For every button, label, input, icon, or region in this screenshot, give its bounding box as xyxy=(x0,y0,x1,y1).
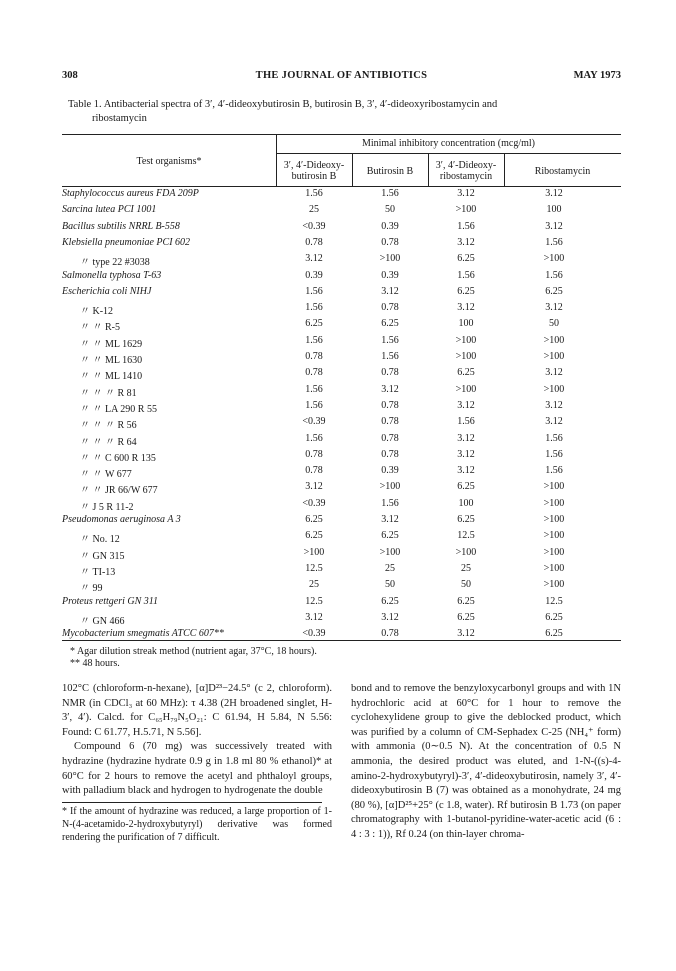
mic-value-cell: >100 xyxy=(543,546,565,558)
mic-value-cell: 1.56 xyxy=(545,465,563,477)
mic-value-cell: 3.12 xyxy=(545,416,563,428)
mic-value-cell: 50 xyxy=(385,579,395,591)
table-top-rule xyxy=(62,134,621,135)
mic-value-cell: 1.56 xyxy=(381,497,399,509)
table-caption-line: Table 1. Antibacterial spectra of 3′, 4′-dideoxybutirosin B, butirosin B, 3′, 4′-dideoxyribostamycin and xyxy=(68,99,498,110)
mic-value-cell: 6.25 xyxy=(545,285,563,297)
mic-value-cell: 0.78 xyxy=(305,367,323,379)
mic-value-cell: 1.56 xyxy=(545,236,563,248)
mic-value-cell: 12.5 xyxy=(305,562,323,574)
mic-value-cell: 0.78 xyxy=(305,351,323,362)
mic-value-cell: 6.25 xyxy=(305,318,323,330)
body-paragraph: 102°C (chloroform-n-hexane), [α]D²³−24.5° (c 2, chloroform). NMR (in CDCl₃ at 60 MHz): τ 4.38 (2H broadened singlet, H-3′, 4′). Calcd. for C₆₅H₇₉N₅O₂₁: C 61.94, H 5.84, N 5.56: Found: C 61.77, H.5.71, N 5.56]. xyxy=(62,683,332,738)
organism-cell: 〃 type 22 #3038 xyxy=(80,257,150,269)
mic-value-cell: 25 xyxy=(385,562,395,574)
mic-value-cell: 0.78 xyxy=(305,236,323,248)
mic-value-cell: 0.78 xyxy=(305,448,323,460)
mic-value-cell: 6.25 xyxy=(381,530,399,542)
mic-value-cell: 3.12 xyxy=(457,399,475,411)
mic-value-cell: >100 xyxy=(379,253,401,265)
organism-cell: 〃 〃 LA 290 R 55 xyxy=(80,403,157,415)
column-header-butirosin-b: Butirosin B xyxy=(366,166,414,177)
table-row xyxy=(62,498,621,512)
mic-value-cell: 50 xyxy=(549,318,559,330)
mic-value-cell: 3.12 xyxy=(545,188,563,199)
mic-value-cell: 25 xyxy=(309,579,319,591)
table-row xyxy=(62,318,621,332)
mic-value-cell: 6.25 xyxy=(305,514,323,525)
mic-value-cell: 6.25 xyxy=(457,611,475,623)
mic-value-cell: 3.12 xyxy=(545,367,563,379)
mic-value-cell: 1.56 xyxy=(545,269,563,281)
mic-value-cell: <0.39 xyxy=(302,497,326,509)
table-row xyxy=(62,481,621,495)
table-row xyxy=(62,416,621,430)
organism-cell: 〃 No. 12 xyxy=(80,534,120,546)
table-row xyxy=(62,596,621,610)
table-row xyxy=(62,351,621,365)
organism-cell: 〃 〃 W 677 xyxy=(80,469,132,481)
body-left-column xyxy=(62,682,332,844)
mic-value-cell: 3.12 xyxy=(381,285,399,297)
mic-value-cell: 0.78 xyxy=(381,628,399,640)
mic-value-cell: 1.56 xyxy=(381,351,399,362)
mic-value-cell: 100 xyxy=(546,204,562,216)
mic-value-cell: >100 xyxy=(543,514,565,525)
body-right-column xyxy=(351,682,621,843)
mic-value-cell: 1.56 xyxy=(381,334,399,346)
organism-cell: 〃 K-12 xyxy=(80,306,114,318)
organism-cell: 〃 〃 ML 1410 xyxy=(80,371,143,383)
mic-value-cell: 6.25 xyxy=(457,514,475,525)
organism-cell: Salmonella typhosa T-63 xyxy=(62,269,162,281)
mic-value-cell: 3.12 xyxy=(457,628,475,640)
organism-cell: Pseudomonas aeruginosa A 3 xyxy=(62,514,181,525)
mic-value-cell: >100 xyxy=(455,351,477,362)
organism-cell: 〃 〃 〃 R 56 xyxy=(80,420,137,432)
mic-value-cell: 1.56 xyxy=(457,220,475,232)
mic-value-cell: <0.39 xyxy=(302,628,326,640)
mic-value-cell: 6.25 xyxy=(457,253,475,265)
page-number: 308 xyxy=(62,70,78,81)
organism-cell: 〃 〃 C 600 R 135 xyxy=(80,452,156,464)
mic-value-cell: >100 xyxy=(303,546,325,558)
table-row xyxy=(62,204,621,218)
mic-value-cell: 0.39 xyxy=(305,269,323,281)
mic-value-cell: 1.56 xyxy=(305,399,323,411)
table-row xyxy=(62,270,621,284)
mic-value-cell: 3.12 xyxy=(305,611,323,623)
mic-value-cell: 6.25 xyxy=(457,595,475,607)
mic-value-cell: 6.25 xyxy=(457,481,475,493)
organism-cell: 〃 〃 JR 66/W 677 xyxy=(80,485,158,497)
mic-value-cell: 3.12 xyxy=(305,481,323,493)
mic-value-cell: 6.25 xyxy=(457,285,475,297)
organism-header: Test organisms* xyxy=(136,156,202,167)
journal-title: THE JOURNAL OF ANTIBIOTICS xyxy=(255,70,428,81)
column-header-ribostamycin: Ribostamycin xyxy=(534,166,591,177)
mic-value-cell: 25 xyxy=(461,562,471,574)
mic-value-cell: 1.56 xyxy=(545,432,563,444)
mic-value-cell: 12.5 xyxy=(305,595,323,607)
mic-value-cell: >100 xyxy=(543,497,565,509)
mic-header-rule xyxy=(276,153,621,154)
footnote-rule xyxy=(62,802,322,803)
mic-value-cell: >100 xyxy=(379,546,401,558)
table-row xyxy=(62,400,621,414)
mic-value-cell: 6.25 xyxy=(381,318,399,330)
mic-value-cell: 6.25 xyxy=(545,611,563,623)
table-bottom-rule xyxy=(62,640,621,641)
table-row xyxy=(62,579,621,593)
mic-value-cell: 3.12 xyxy=(545,302,563,314)
mic-value-cell: 25 xyxy=(309,204,319,216)
organism-cell: Klebsiella pneumoniae PCI 602 xyxy=(62,236,191,248)
mic-value-cell: >100 xyxy=(455,204,477,216)
organism-cell: 〃 TI-13 xyxy=(80,566,116,578)
mic-value-cell: 50 xyxy=(461,579,471,591)
table-caption xyxy=(68,98,618,126)
mic-value-cell: <0.39 xyxy=(302,220,326,232)
mic-value-cell: 1.56 xyxy=(381,188,399,199)
table-row xyxy=(62,433,621,447)
mic-value-cell: 0.39 xyxy=(381,465,399,477)
mic-value-cell: >100 xyxy=(543,481,565,493)
mic-value-cell: 3.12 xyxy=(457,188,475,199)
mic-value-cell: 0.78 xyxy=(305,465,323,477)
table-footnotes xyxy=(62,646,317,670)
running-header xyxy=(62,70,621,84)
table-row xyxy=(62,237,621,251)
mic-value-cell: 50 xyxy=(385,204,395,216)
organism-cell: 〃 〃 R-5 xyxy=(80,322,120,334)
table-row xyxy=(62,449,621,463)
table-footnote: ** 48 hours. xyxy=(70,658,120,669)
page-footnote: * If the amount of hydrazine was reduced, a large proportion of 1-N-(4-acetamido-2-hydroxybutyryl) derivative was formed rendering the purification of 7 difficult. xyxy=(62,805,332,843)
table-caption-line: ribostamycin xyxy=(92,113,147,124)
mic-value-cell: 3.12 xyxy=(381,611,399,623)
mic-value-cell: 1.56 xyxy=(457,416,475,428)
mic-value-cell: >100 xyxy=(543,334,565,346)
table-row xyxy=(62,547,621,561)
organism-cell: Bacillus subtilis NRRL B-558 xyxy=(62,220,180,232)
mic-value-cell: >100 xyxy=(379,481,401,493)
mic-value-cell: >100 xyxy=(455,546,477,558)
mic-value-cell: 3.12 xyxy=(381,514,399,525)
mic-value-cell: 1.56 xyxy=(305,432,323,444)
mic-value-cell: 100 xyxy=(458,318,474,330)
organism-cell: 〃 〃 〃 R 64 xyxy=(80,436,137,448)
organism-cell: 〃 GN 466 xyxy=(80,615,125,627)
mic-value-cell: 0.39 xyxy=(381,220,399,232)
table-header-rule xyxy=(62,186,621,187)
mic-value-cell: 3.12 xyxy=(457,432,475,444)
mic-value-cell: 1.56 xyxy=(457,269,475,281)
mic-value-cell: >100 xyxy=(543,579,565,591)
mic-value-cell: 3.12 xyxy=(457,236,475,248)
table-row xyxy=(62,335,621,349)
mic-value-cell: >100 xyxy=(543,383,565,395)
mic-value-cell: 6.25 xyxy=(457,367,475,379)
mic-value-cell: 3.12 xyxy=(545,220,563,232)
issue-date: MAY 1973 xyxy=(573,70,621,81)
organism-cell: Escherichia coli NIHJ xyxy=(62,285,152,297)
mic-value-cell: 3.12 xyxy=(545,399,563,411)
mic-value-cell: 1.56 xyxy=(305,383,323,395)
mic-value-cell: 0.78 xyxy=(381,302,399,314)
mic-value-cell: 0.78 xyxy=(381,399,399,411)
mic-value-cell: 6.25 xyxy=(545,628,563,640)
mic-value-cell: >100 xyxy=(543,562,565,574)
mic-value-cell: 0.39 xyxy=(381,269,399,281)
mic-value-cell: 6.25 xyxy=(305,530,323,542)
mic-value-cell: >100 xyxy=(455,383,477,395)
mic-value-cell: 6.25 xyxy=(381,595,399,607)
table-row xyxy=(62,514,621,528)
table-row xyxy=(62,302,621,316)
table-row xyxy=(62,367,621,381)
mic-value-cell: 1.56 xyxy=(305,285,323,297)
table-row xyxy=(62,253,621,267)
mic-value-cell: <0.39 xyxy=(302,416,326,428)
table-row xyxy=(62,530,621,544)
mic-value-cell: 1.56 xyxy=(305,334,323,346)
table-row xyxy=(62,188,621,202)
organism-cell: 〃 〃 〃 R 81 xyxy=(80,387,137,399)
mic-value-cell: 12.5 xyxy=(545,595,563,607)
organism-cell: 〃 〃 ML 1630 xyxy=(80,355,143,366)
table-row xyxy=(62,612,621,626)
organism-cell: Proteus rettgeri GN 311 xyxy=(62,595,159,607)
mic-value-cell: 0.78 xyxy=(381,416,399,428)
mic-value-cell: 1.56 xyxy=(305,188,323,199)
mic-value-cell: 3.12 xyxy=(305,253,323,265)
mic-value-cell: 3.12 xyxy=(457,448,475,460)
mic-value-cell: >100 xyxy=(455,334,477,346)
table-row xyxy=(62,384,621,398)
mic-value-cell: 3.12 xyxy=(457,302,475,314)
mic-header: Minimal inhibitory concentration (mcg/ml) xyxy=(361,138,536,149)
mic-value-cell: >100 xyxy=(543,530,565,542)
mic-value-cell: 0.78 xyxy=(381,432,399,444)
table-footnote: * Agar dilution streak method (nutrient agar, 37°C, 18 hours). xyxy=(70,646,317,657)
organism-cell: Staphylococcus aureus FDA 209P xyxy=(62,188,199,199)
mic-value-cell: 3.12 xyxy=(457,465,475,477)
organism-cell: 〃 〃 ML 1629 xyxy=(80,338,143,350)
mic-value-cell: >100 xyxy=(543,351,565,362)
column-header-dideoxybutirosin-b: 3′, 4′-Dideoxy- butirosin B xyxy=(283,160,345,182)
mic-value-cell: 0.78 xyxy=(381,367,399,379)
mic-value-cell: >100 xyxy=(543,253,565,265)
mic-value-cell: 3.12 xyxy=(381,383,399,395)
mic-value-cell: 0.78 xyxy=(381,236,399,248)
organism-cell: Sarcina lutea PCI 1001 xyxy=(62,204,157,216)
body-paragraph: Compound 6 (70 mg) was successively treated with hydrazine (hydrazine hydrate 0.9 g in 1.8 ml 80 % ethanol)* at 60°C for 2 hours to remove the acetyl and phthaloyl groups, with palladium black and hydrogen to hydrogenate the double xyxy=(62,741,332,797)
table-row xyxy=(62,563,621,577)
organism-cell: 〃 99 xyxy=(80,583,103,595)
body-paragraph: bond and to remove the benzyloxycarbonyl groups and with 1N hydrochloric acid at 60°C for 1 hour to remove the cyclohexylidene group to give the deblocked product, which was purified by a column of CM-Sephadex C-25 (NH₄⁺ form) with ammonia (0∼0.5 N). At the concentration of 0.5 N ammonia, the desired product was eluted, and 1-N-((s)-4-amino-2-hydroxybutyryl)-3′, 4′-dideoxybutirosin, namely 3′, 4′-dideoxybutirosin B (7) was obtained as a monohydrate, 24 mg (80 %), [α]D²⁵+25° (c 1.8, water). Rf butirosin B 1.73 (on paper chromatography with 1-butanol-pyridine-water-acetic acid (6 : 4 : 3 : 1)), Rf 0.24 (on thin-layer chroma- xyxy=(351,683,621,840)
mic-value-cell: 1.56 xyxy=(545,448,563,460)
mic-value-cell: 1.56 xyxy=(305,302,323,314)
organism-cell: Mycobacterium smegmatis ATCC 607** xyxy=(62,628,224,640)
mic-value-cell: 0.78 xyxy=(381,448,399,460)
organism-cell: 〃 GN 315 xyxy=(80,550,125,562)
organism-cell: 〃 J 5 R 11-2 xyxy=(80,501,134,513)
mic-value-cell: 12.5 xyxy=(457,530,475,542)
table-row xyxy=(62,286,621,300)
mic-value-cell: 100 xyxy=(458,497,474,509)
table-row xyxy=(62,465,621,479)
column-header-dideoxyribostamycin: 3′, 4′-Dideoxy- ribostamycin xyxy=(435,160,497,182)
table-row xyxy=(62,221,621,235)
